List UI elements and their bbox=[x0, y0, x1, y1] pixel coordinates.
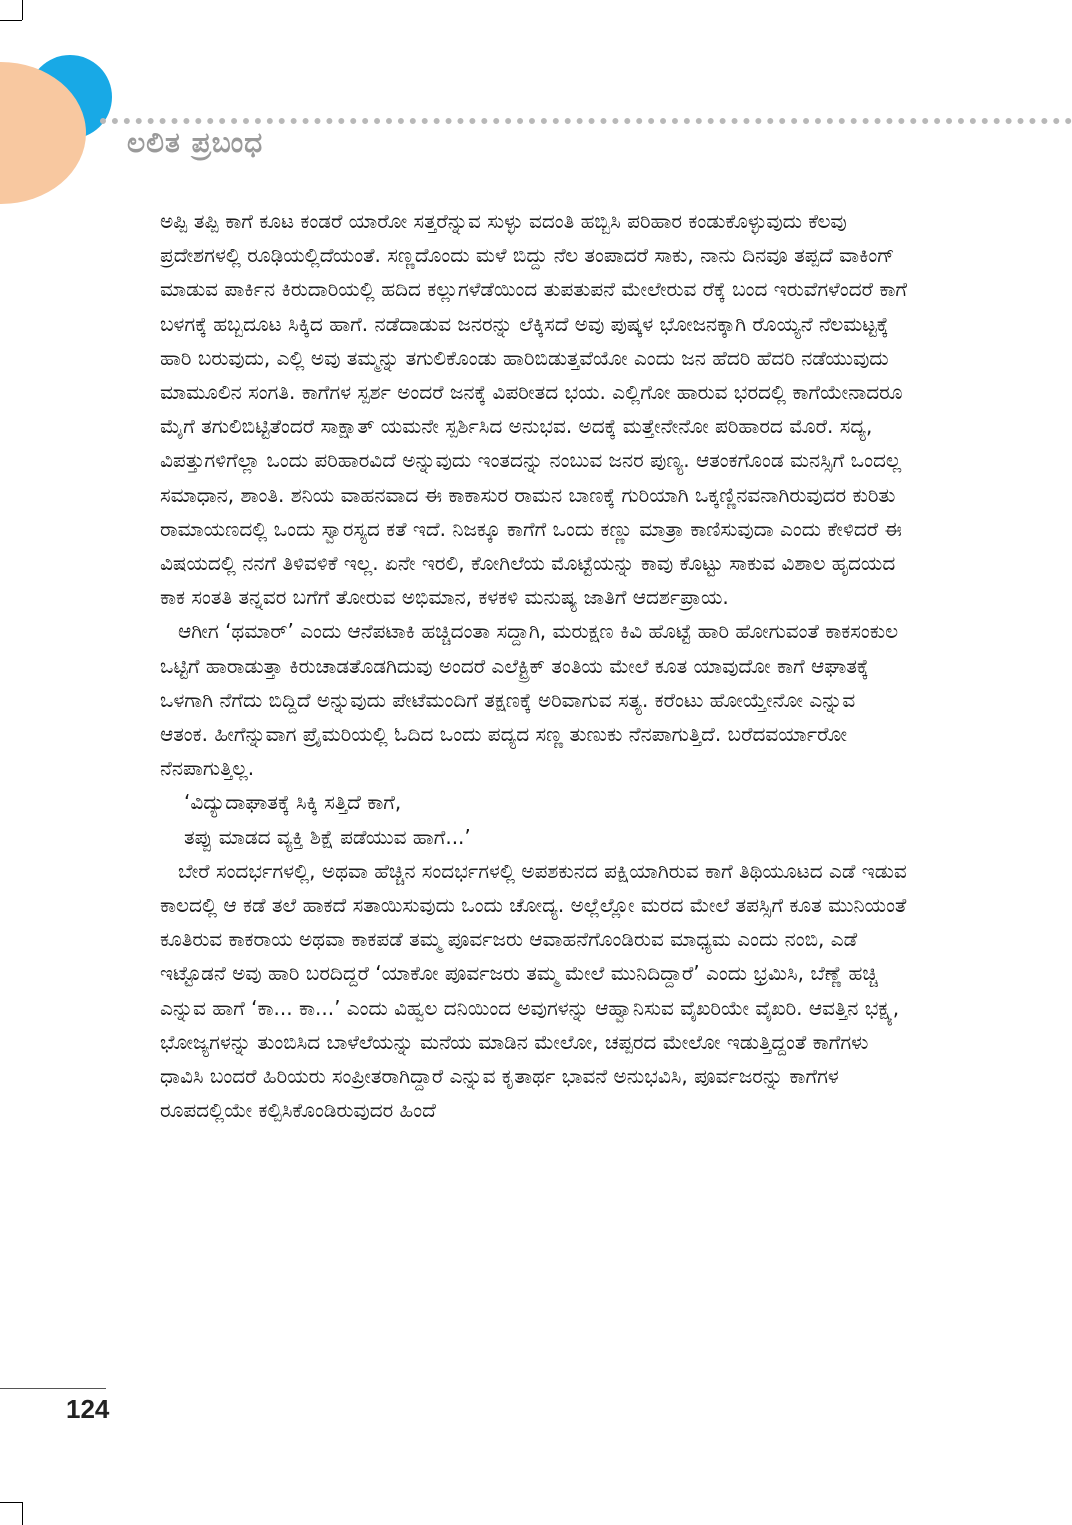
crop-mark-bottom-left-horizontal bbox=[0, 1502, 22, 1503]
verse-line-2: ತಪ್ಪು ಮಾಡದ ವ್ಯಕ್ತಿ ಶಿಕ್ಷೆ ಪಡೆಯುವ ಹಾಗೆ...’ bbox=[184, 824, 471, 849]
crop-mark-bottom-left-vertical bbox=[22, 1502, 23, 1525]
paragraph-2: ಆಗೀಗ ‘ಥಮಾರ್’ ಎಂದು ಆನೆಪಟಾಕಿ ಹಚ್ಚಿದಂತಾ ಸದ್ದಾಗಿ, ಮರುಕ್ಷಣ ಕಿವಿ ಹೊಟ್ಟೆ ಹಾರಿ ಹೋಗುವಂತೆ ಕಾಕಸಂಕುಲ ಒಟ್ಟಿಗೆ ಹಾರಾಡುತ್ತಾ ಕಿರುಚಾಡತೊಡಗಿದುವು ಅಂದರೆ ಎಲೆಕ್ಟ್ರಿಕ್ ತಂತಿಯ ಮೇಲೆ ಕೂತ ಯಾವುದೋ ಕಾಗೆ ಆಘಾತಕ್ಕೆ ಒಳಗಾಗಿ ನೆಗೆದು ಬಿದ್ದಿದೆ ಅನ್ನುವುದು ಪೇಟೆಮಂದಿಗೆ ತಕ್ಷಣಕ್ಕೆ ಅರಿವಾಗುವ ಸತ್ಯ. ಕರೆಂಟು ಹೋಯ್ತೇನೋ ಎನ್ನುವ ಆತಂಕ. ಹೀಗೆನ್ನುವಾಗ ಪ್ರೈಮರಿಯಲ್ಲಿ ಓದಿದ ಒಂದು ಪದ್ಯದ ಸಣ್ಣ ತುಣುಕು ನೆನಪಾಗುತ್ತಿದೆ. ಬರೆದವರ್ಯಾರೋ ನೆನಪಾಗುತ್ತಿಲ್ಲ. bbox=[160, 619, 899, 781]
verse-line-1: ‘ವಿದ್ಯುದಾಘಾತಕ್ಕೆ ಸಿಕ್ಕಿ ಸತ್ತಿದೆ ಕಾಗೆ, bbox=[184, 790, 402, 815]
page-number: 124 bbox=[66, 1394, 110, 1424]
paragraph-1: ಅಪ್ಪಿ ತಪ್ಪಿ ಕಾಗೆ ಕೂಟ ಕಂಡರೆ ಯಾರೋ ಸತ್ತರೆನ್ನುವ ಸುಳ್ಳು ವದಂತಿ ಹಬ್ಬಿಸಿ ಪರಿಹಾರ ಕಂಡುಕೊಳ್ಳುವುದು ಕೆಲವು ಪ್ರದೇಶಗಳಲ್ಲಿ ರೂಢಿಯಲ್ಲಿದೆಯಂತೆ. ಸಣ್ಣದೊಂದು ಮಳೆ ಬಿದ್ದು ನೆಲ ತಂಪಾದರೆ ಸಾಕು, ನಾನು ದಿನವೂ ತಪ್ಪದೆ ವಾಕಿಂಗ್ ಮಾಡುವ ಪಾರ್ಕಿನ ಕಿರುದಾರಿಯಲ್ಲಿ ಹದಿದ ಕಲ್ಲುಗಳೆಡೆಯಿಂದ ತುಪತುಪನೆ ಮೇಲೇರುವ ರೆಕ್ಕೆ ಬಂದ ಇರುವೆಗಳೆಂದರೆ ಕಾಗೆ ಬಳಗಕ್ಕೆ ಹಬ್ಬದೂಟ ಸಿಕ್ಕಿದ ಹಾಗೆ. ನಡೆದಾಡುವ ಜನರನ್ನು ಲೆಕ್ಕಿಸದೆ ಅವು ಪುಷ್ಕಳ ಭೋಜನಕ್ಕಾಗಿ ರೊಯ್ಯನೆ ನೆಲಮಟ್ಟಕ್ಕೆ ಹಾರಿ ಬರುವುದು, ಎಲ್ಲಿ ಅವು ತಮ್ಮನ್ನು ತಗುಲಿಕೊಂಡು ಹಾರಿಬಿಡುತ್ತವೆಯೋ ಎಂದು ಜನ ಹೆದರಿ ಹೆದರಿ ನಡೆಯುವುದು ಮಾಮೂಲಿನ ಸಂಗತಿ. ಕಾಗೆಗಳ ಸ್ಪರ್ಶ ಅಂದರೆ ಜನಕ್ಕೆ ವಿಪರೀತದ ಭಯ. ಎಲ್ಲಿಗೋ ಹಾರುವ ಭರದಲ್ಲಿ ಕಾಗೆಯೇನಾದರೂ ಮೈಗೆ ತಗುಲಿಬಿಟ್ಟಿತೆಂದರೆ ಸಾಕ್ಷಾತ್ ಯಮನೇ ಸ್ಪರ್ಶಿಸಿದ ಅನುಭವ. ಅದಕ್ಕೆ ಮತ್ತೇನೇನೋ ಪರಿಹಾರದ ಮೊರೆ. ಸದ್ಯ, ವಿಪತ್ತುಗಳಿಗೆಲ್ಲಾ ಒಂದು ಪರಿಹಾರವಿದೆ ಅನ್ನುವುದು ಇಂತದನ್ನು ನಂಬುವ ಜನರ ಪುಣ್ಯ. ಆತಂಕಗೊಂಡ ಮನಸ್ಸಿಗೆ ಒಂದಲ್ಲ ಸಮಾಧಾನ, ಶಾಂತಿ. ಶನಿಯ ವಾಹನವಾದ ಈ ಕಾಕಾಸುರ ರಾಮನ ಬಾಣಕ್ಕೆ ಗುರಿಯಾಗಿ ಒಕ್ಕಣ್ಣಿನವನಾಗಿರುವುದರ ಕುರಿತು ರಾಮಾಯಣದಲ್ಲಿ ಒಂದು ಸ್ವಾರಸ್ಯದ ಕತೆ ಇದೆ. ನಿಜಕ್ಕೂ ಕಾಗೆಗೆ ಒಂದು ಕಣ್ಣು ಮಾತ್ರಾ ಕಾಣಿಸುವುದಾ ಎಂದು ಕೇಳಿದರೆ ಈ ವಿಷಯದಲ್ಲಿ ನನಗೆ ತಿಳಿವಳಿಕೆ ಇಲ್ಲ. ಏನೇ ಇರಲಿ, ಕೋಗಿಲೆಯ ಮೊಟ್ಟೆಯನ್ನು ಕಾವು ಕೊಟ್ಟು ಸಾಕುವ ವಿಶಾಲ ಹೃದಯದ ಕಾಕ ಸಂತತಿ ತನ್ನವರ ಬಗೆಗೆ ತೋರುವ ಅಭಿಮಾನ, ಕಳಕಳಿ ಮನುಷ್ಯ ಜಾತಿಗೆ ಆದರ್ಶಪ್ರಾಯ. bbox=[160, 209, 908, 610]
page-number-rule bbox=[0, 1388, 106, 1389]
paragraph-3: ಬೇರೆ ಸಂದರ್ಭಗಳಲ್ಲಿ, ಅಥವಾ ಹೆಚ್ಚಿನ ಸಂದರ್ಭಗಳಲ್ಲಿ ಅಪಶಕುನದ ಪಕ್ಷಿಯಾಗಿರುವ ಕಾಗೆ ತಿಥಿಯೂಟದ ಎಡೆ ಇಡುವ ಕಾಲದಲ್ಲಿ ಆ ಕಡೆ ತಲೆ ಹಾಕದೆ ಸತಾಯಿಸುವುದು ಒಂದು ಚೋದ್ಯ. ಅಲ್ಲೆಲ್ಲೋ ಮರದ ಮೇಲೆ ತಪಸ್ಸಿಗೆ ಕೂತ ಮುನಿಯಂತೆ ಕೂತಿರುವ ಕಾಕರಾಯ ಅಥವಾ ಕಾಕಪಡೆ ತಮ್ಮ ಪೂರ್ವಜರು ಆವಾಹನೆಗೊಂಡಿರುವ ಮಾಧ್ಯಮ ಎಂದು ನಂಬಿ, ಎಡೆ ಇಟ್ಟೊಡನೆ ಅವು ಹಾರಿ ಬರದಿದ್ದರೆ ‘ಯಾಕೋ ಪೂರ್ವಜರು ತಮ್ಮ ಮೇಲೆ ಮುನಿದಿದ್ದಾರೆ’ ಎಂದು ಭ್ರಮಿಸಿ, ಬೆಣ್ಣೆ ಹಚ್ಚಿ ಎನ್ನುವ ಹಾಗೆ ‘ಕಾ... ಕಾ...’ ಎಂದು ವಿಹ್ವಲ ದನಿಯಿಂದ ಅವುಗಳನ್ನು ಆಹ್ವಾನಿಸುವ ವೈಖರಿಯೇ ವೈಖರಿ. ಆವತ್ತಿನ ಭಕ್ಷ್ಯ, ಭೋಜ್ಯಗಳನ್ನು ತುಂಬಿಸಿದ ಬಾಳೆಲೆಯನ್ನು ಮನೆಯ ಮಾಡಿನ ಮೇಲೋ, ಚಪ್ಪರದ ಮೇಲೋ ಇಡುತ್ತಿದ್ದಂತೆ ಕಾಗೆಗಳು ಧಾವಿಸಿ ಬಂದರೆ ಹಿರಿಯರು ಸಂಪ್ರೀತರಾಗಿದ್ದಾರೆ ಎನ್ನುವ ಕೃತಾರ್ಥ ಭಾವನೆ ಅನುಭವಿಸಿ, ಪೂರ್ವಜರನ್ನು ಕಾಗೆಗಳ ರೂಪದಲ್ಲಿಯೇ ಕಲ್ಪಿಸಿಕೊಂಡಿರುವುದರ ಹಿಂದೆ bbox=[160, 858, 907, 1123]
section-title: ಲಲಿತ ಪ್ರಬಂಧ bbox=[127, 126, 264, 159]
crop-mark-top-left-vertical bbox=[22, 0, 23, 20]
header-dotted-rule bbox=[100, 118, 1072, 124]
crop-mark-top-left-horizontal bbox=[0, 20, 22, 21]
article-body bbox=[160, 204, 908, 1127]
